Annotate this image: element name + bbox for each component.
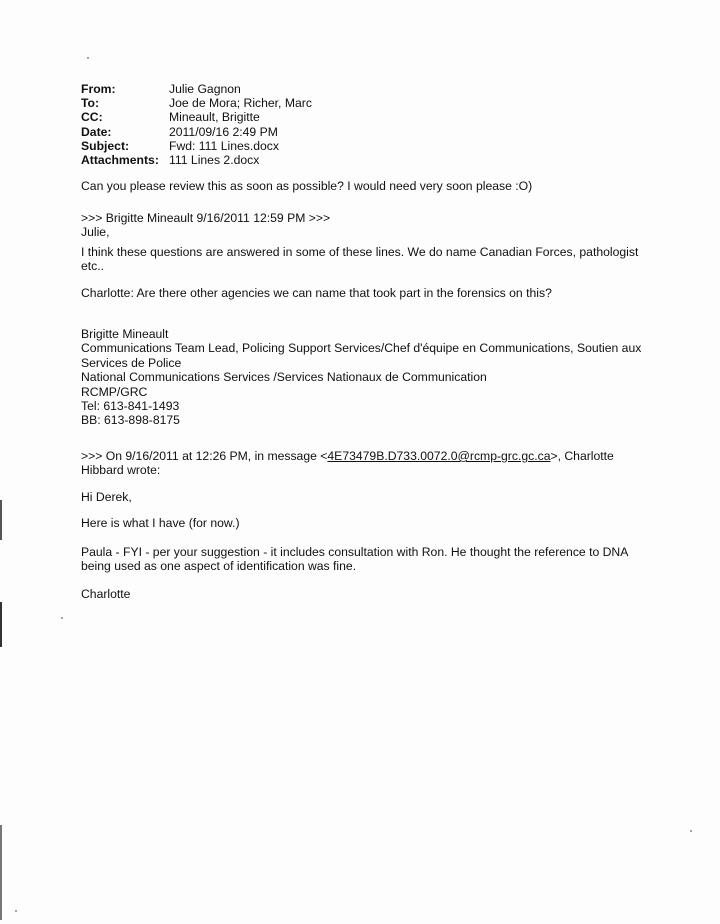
scan-edge-mark	[0, 500, 2, 540]
header-attachments	[81, 153, 312, 167]
quoted-paragraph-line-1: Paula - FYI - per your suggestion - it includes consultation with Ron. He thought the reference to DNA	[81, 545, 629, 559]
scan-speck	[87, 57, 89, 59]
request-line: Can you please review this as soon as possible? I would need very soon please :O)	[81, 179, 533, 193]
signature-bb: BB: 613-898-8175	[81, 413, 180, 428]
quoted-header	[81, 449, 661, 478]
header-to	[81, 96, 312, 110]
header-label: Attachments:	[81, 152, 159, 167]
scan-speck	[61, 617, 63, 619]
header-value: Joe de Mora; Richer, Marc	[169, 96, 312, 111]
header-cc	[81, 110, 312, 124]
header-label: Date:	[81, 124, 112, 139]
header-value: Fwd: 111 Lines.docx	[169, 138, 279, 153]
header-label: Subject:	[81, 138, 130, 153]
quoted-header-line-1	[81, 449, 661, 463]
signature-name: Brigitte Mineault	[81, 327, 169, 341]
paragraph-1	[81, 245, 661, 274]
header-label: From:	[81, 82, 116, 96]
header-value: Mineault, Brigitte	[169, 110, 260, 125]
email-headers	[81, 82, 312, 167]
quoted-paragraph	[81, 545, 661, 574]
paragraph-1-line-1: I think these questions are answered in some of these lines. We do name Canadian Forces, pathologist	[81, 245, 639, 259]
quoted-header-suffix: >, Charlotte	[550, 449, 614, 463]
scan-edge-mark	[0, 602, 2, 647]
paragraph-1-line-2: etc..	[81, 259, 105, 274]
signature-tel: Tel: 613-841-1493	[81, 399, 180, 414]
forward-block	[81, 211, 661, 240]
header-subject	[81, 139, 312, 153]
scan-speck	[690, 830, 692, 832]
signature-title-line-1: Communications Team Lead, Policing Support Services/Chef d'équipe en Communications, Soutien aux	[81, 341, 642, 356]
quoted-header-prefix: >>> On 9/16/2011 at 12:26 PM, in message <	[81, 449, 328, 463]
forward-marker: >>> Brigitte Mineault 9/16/2011 12:59 PM >>>	[81, 211, 331, 225]
header-date	[81, 125, 312, 139]
header-label: To:	[81, 96, 100, 111]
header-value: 2011/09/16 2:49 PM	[169, 124, 278, 139]
scan-speck	[15, 910, 17, 912]
quoted-line-1: Here is what I have (for now.)	[81, 516, 240, 530]
signature-org: RCMP/GRC	[81, 384, 148, 399]
quoted-paragraph-line-2: being used as one aspect of identification was fine.	[81, 559, 357, 574]
header-label: CC:	[81, 110, 103, 125]
message-id-link[interactable]: 4E73479B.D733.0072.0@rcmp-grc.gc.ca	[327, 449, 551, 463]
signature-title-line-2: Services de Police	[81, 355, 182, 370]
quoted-signoff: Charlotte	[81, 587, 131, 601]
header-value: 111 Lines 2.docx	[169, 152, 260, 167]
header-value: Julie Gagnon	[169, 82, 241, 96]
quoted-header-line-2: Hibbard wrote:	[81, 463, 161, 478]
signature-department: National Communications Services /Services Nationaux de Communication	[81, 370, 487, 385]
greeting: Julie,	[81, 225, 110, 240]
quoted-greeting: Hi Derek,	[81, 490, 132, 504]
signature-block	[81, 327, 661, 428]
paragraph-2: Charlotte: Are there other agencies we can name that took part in the forensics on this?	[81, 286, 552, 300]
scan-edge-mark	[0, 825, 2, 920]
header-from	[81, 82, 312, 96]
